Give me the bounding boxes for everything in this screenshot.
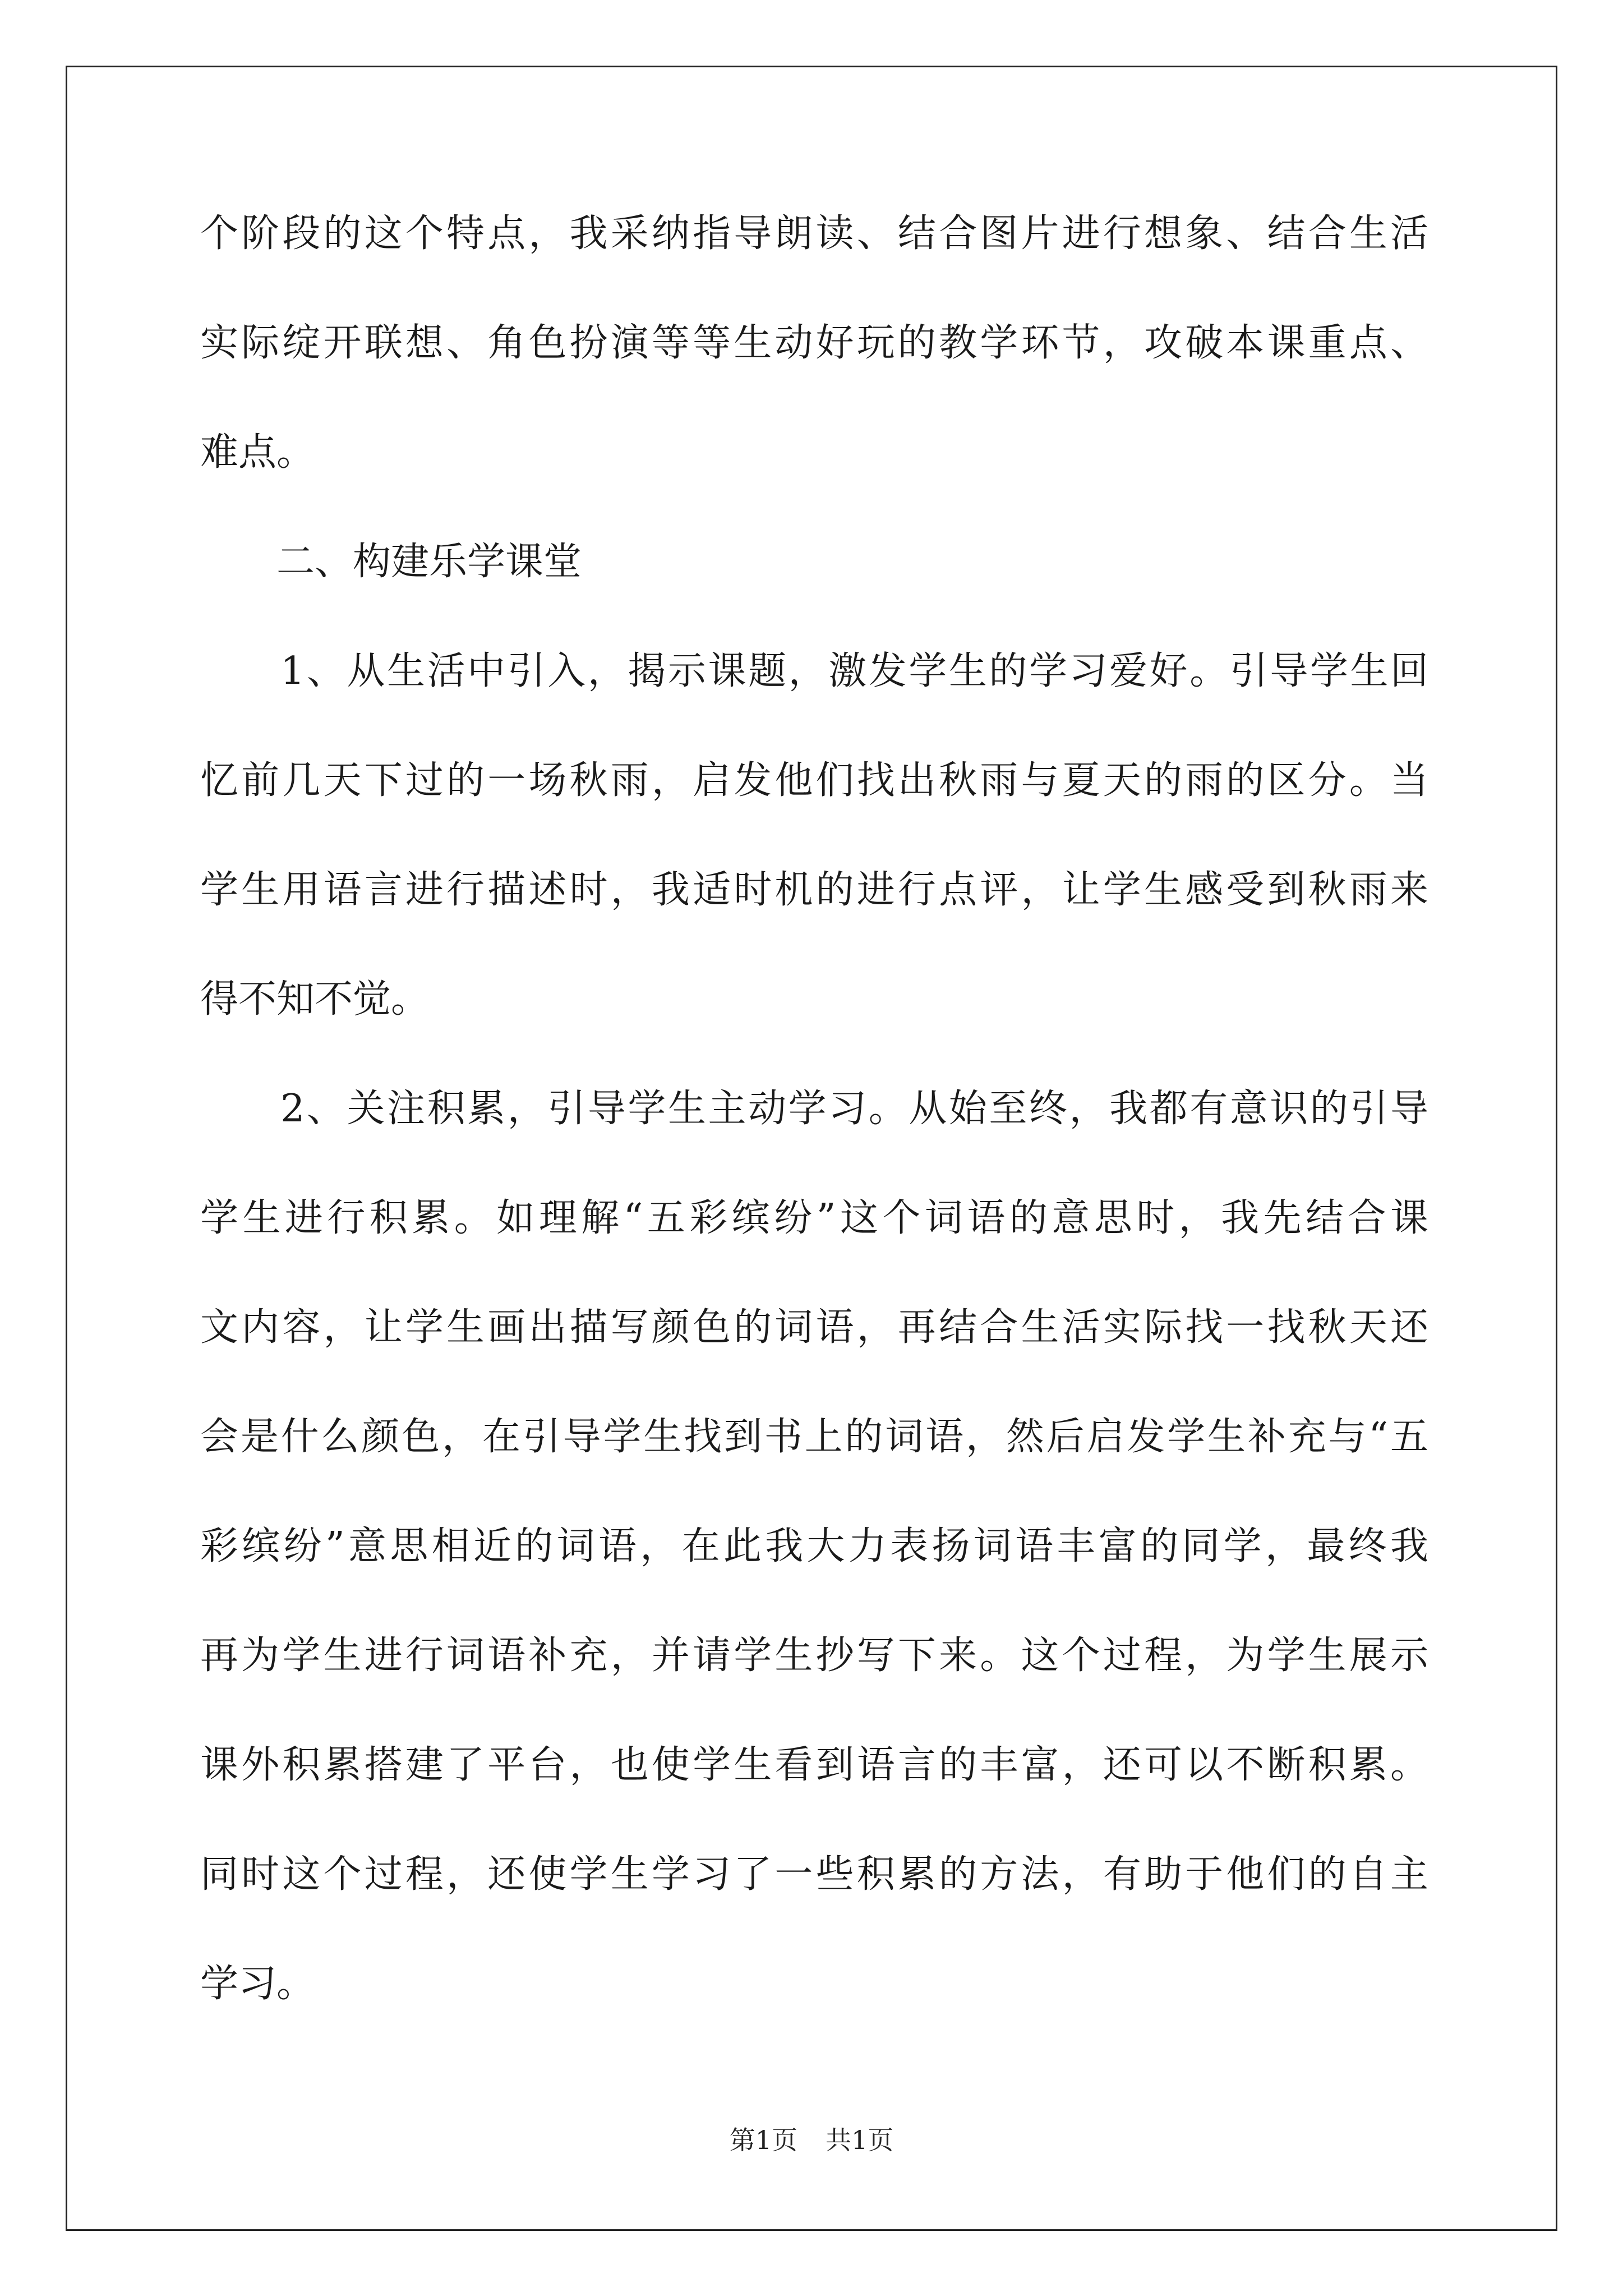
text-line: 得不知不觉。 (200, 977, 430, 1022)
text-line: 1、从生活中引入，揭示课题，激发学生的学习爱好。引导学生回 (200, 649, 1428, 693)
text-line: 同时这个过程，还使学生学习了一些积累的方法，有助于他们的自主 (200, 1852, 1428, 1897)
text-line: 文内容，让学生画出描写颜色的词语，再结合生活实际找一找秋天还 (200, 1305, 1428, 1350)
text-line: 会是什么颜色，在引导学生找到书上的词语，然后启发学生补充与“五 (200, 1415, 1428, 1459)
text-line: 课外积累搭建了平台，也使学生看到语言的丰富，还可以不断积累。 (200, 1743, 1428, 1787)
text-line: 难点。 (200, 430, 315, 475)
page-footer (0, 2127, 1623, 2153)
text-line: 个阶段的这个特点，我采纳指导朗读、结合图片进行想象、结合生活 (200, 211, 1428, 256)
text-line: 实际绽开联想、角色扮演等等生动好玩的教学环节，攻破本课重点、 (200, 321, 1428, 365)
text-line: 二、构建乐学课堂 (200, 540, 582, 584)
page-border (66, 66, 1557, 2231)
page-number-total: 共1页 (826, 2125, 894, 2155)
text-line: 学生进行积累。如理解“五彩缤纷”这个词语的意思时，我先结合课 (200, 1196, 1428, 1240)
text-line: 忆前几天下过的一场秋雨，启发他们找出秋雨与夏天的雨的区分。当 (200, 758, 1428, 803)
text-line: 学生用语言进行描述时，我适时机的进行点评，让学生感受到秋雨来 (200, 868, 1428, 912)
page-number-current: 第1页 (729, 2125, 797, 2155)
text-line: 学习。 (200, 1962, 315, 2006)
text-line: 再为学生进行词语补充，并请学生抄写下来。这个过程，为学生展示 (200, 1634, 1428, 1678)
text-line: 彩缤纷”意思相近的词语，在此我大力表扬词语丰富的同学，最终我 (200, 1524, 1428, 1568)
text-line: 2、关注积累，引导学生主动学习。从始至终，我都有意识的引导 (200, 1087, 1428, 1131)
